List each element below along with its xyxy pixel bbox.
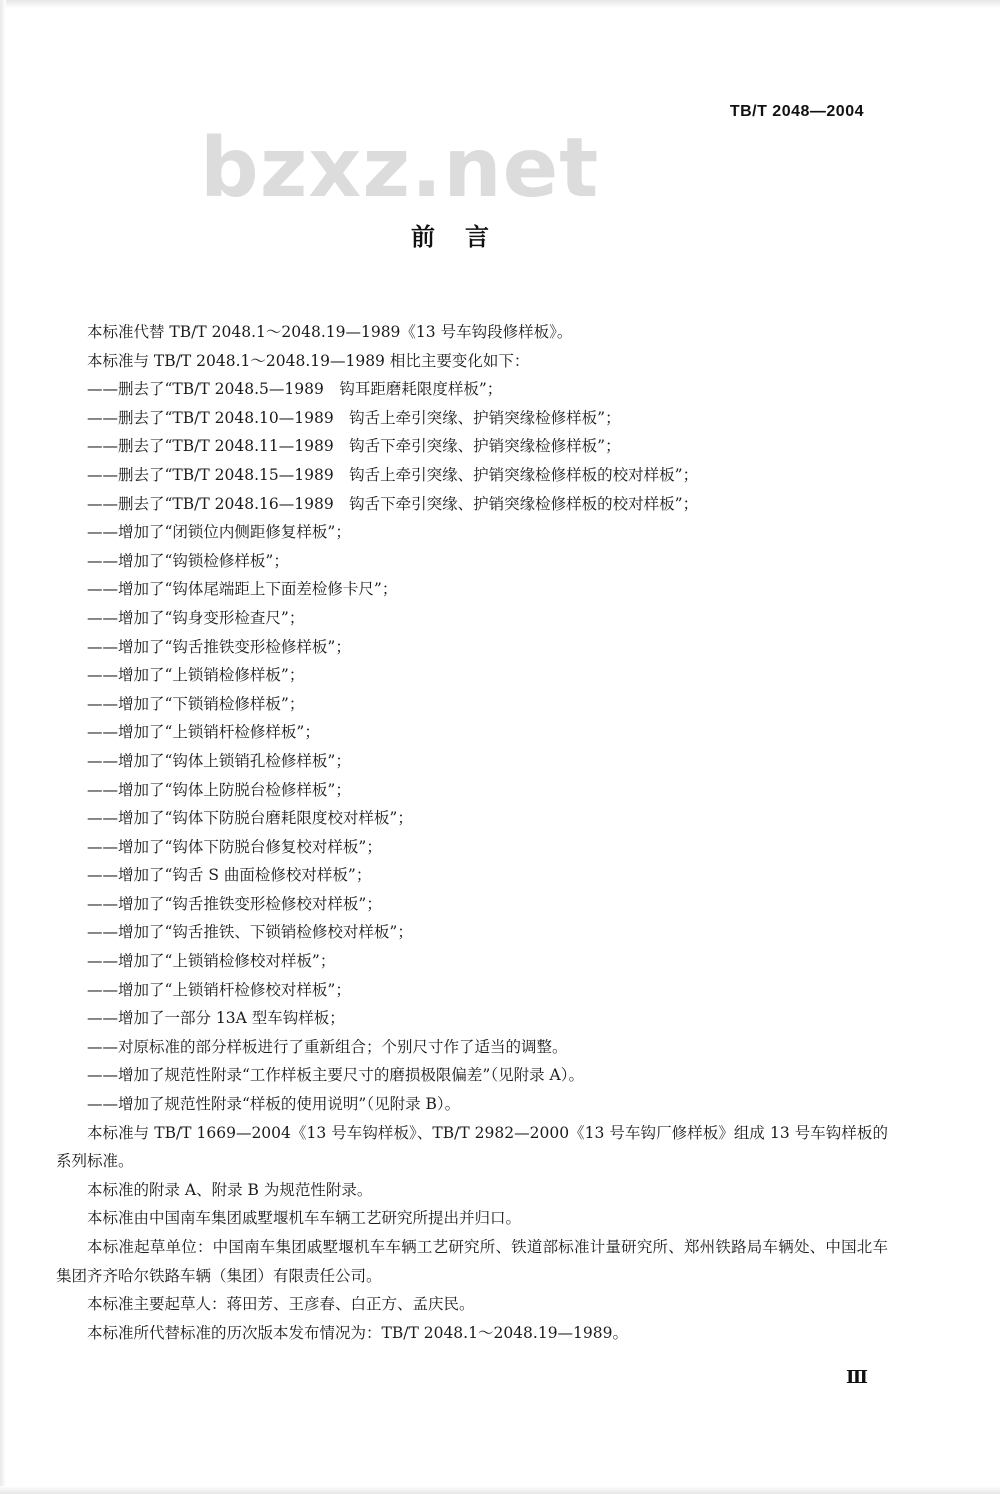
page-title: 前言 <box>411 223 519 251</box>
paragraph: 本标准由中国南车集团戚墅堰机车车辆工艺研究所提出并归口。 <box>87 1209 522 1228</box>
change-item: ——删去了“TB/T 2048.10—1989 钩舌上牵引突缘、护销突缘检修样板”； <box>87 408 621 427</box>
standard-code: TB/T 2048—2004 <box>729 103 864 120</box>
change-item: ——增加了“钩体下防脱台磨耗限度校对样板”； <box>87 809 413 828</box>
change-item: ——增加了“闭锁位内侧距修复样板”； <box>87 523 351 542</box>
change-item: ——增加了“上锁销检修校对样板”； <box>87 952 336 971</box>
change-item: ——增加了“钩体下防脱台修复校对样板”； <box>87 837 382 856</box>
change-item: ——增加了“钩锁检修样板”； <box>87 551 289 570</box>
change-item: ——增加了“钩体上防脱台检修样板”； <box>87 780 351 799</box>
change-item: ——对原标准的部分样板进行了重新组合；个别尺寸作了适当的调整。 <box>87 1037 568 1056</box>
change-item: ——增加了“上锁销杆检修校对样板”； <box>87 980 351 999</box>
foreword-body <box>56 318 888 1347</box>
change-item: ——删去了“TB/T 2048.15—1989 钩舌上牵引突缘、护销突缘检修样板的校对样板”； <box>87 465 699 484</box>
change-item: ——增加了一部分 13A 型车钩样板； <box>87 1009 345 1028</box>
change-item: ——增加了“上锁销杆检修样板”； <box>87 723 320 742</box>
paragraph: 本标准与 TB/T 1669—2004《13 号车钩样板》、TB/T 2982—2000《13 号车钩厂修样板》组成 13 号车钩样板的系列标准。 <box>56 1123 888 1171</box>
change-item: ——增加了“钩体上锁销孔检修样板”； <box>87 751 351 770</box>
change-item: ——增加了“钩身变形检查尺”； <box>87 608 305 627</box>
page-edge-top <box>0 0 1000 8</box>
change-item: ——增加了规范性附录“样板的使用说明”（见附录 B）。 <box>87 1095 461 1114</box>
change-item: ——增加了“钩舌推铁变形检修样板”； <box>87 637 351 656</box>
change-item: ——删去了“TB/T 2048.11—1989 钩舌下牵引突缘、护销突缘检修样板”； <box>87 437 621 456</box>
paragraph: 本标准所代替标准的历次版本发布情况为：TB/T 2048.1～2048.19—1989。 <box>87 1323 628 1342</box>
change-item: ——增加了“钩舌推铁变形检修校对样板”； <box>87 894 382 913</box>
paragraph: 本标准与 TB/T 2048.1～2048.19—1989 相比主要变化如下： <box>87 351 530 370</box>
change-item: ——增加了“钩舌 S 曲面检修校对样板”； <box>87 866 372 885</box>
change-item: ——增加了“下锁销检修样板”； <box>87 694 305 713</box>
change-item: ——增加了“上锁销检修样板”； <box>87 666 305 685</box>
page-number: Ⅲ <box>846 1367 867 1388</box>
paragraph: 本标准代替 TB/T 2048.1～2048.19—1989《13 号车钩段修样板》。 <box>87 323 573 341</box>
paragraph: 本标准主要起草人：蒋田芳、王彦春、白正方、孟庆民。 <box>87 1295 475 1314</box>
change-item: ——增加了规范性附录“工作样板主要尺寸的磨损极限偏差”（见附录 A）。 <box>87 1066 584 1085</box>
paragraph: 本标准的附录 A、附录 B 为规范性附录。 <box>87 1180 373 1199</box>
change-item: ——删去了“TB/T 2048.16—1989 钩舌下牵引突缘、护销突缘检修样板的校对样板”； <box>87 494 699 513</box>
watermark: bzxz.net <box>200 121 600 216</box>
change-item: ——增加了“钩舌推铁、下锁销检修校对样板”； <box>87 923 413 942</box>
change-item: ——增加了“钩体尾端距上下面差检修卡尺”； <box>87 580 398 599</box>
change-item: ——删去了“TB/T 2048.5—1989 钩耳距磨耗限度样板”； <box>87 380 503 399</box>
paragraph: 本标准起草单位：中国南车集团戚墅堰机车车辆工艺研究所、铁道部标准计量研究所、郑州铁路局车辆处、中国北车集团齐齐哈尔铁路车辆（集团）有限责任公司。 <box>56 1238 888 1285</box>
page-edge-bottom <box>0 1486 1000 1494</box>
